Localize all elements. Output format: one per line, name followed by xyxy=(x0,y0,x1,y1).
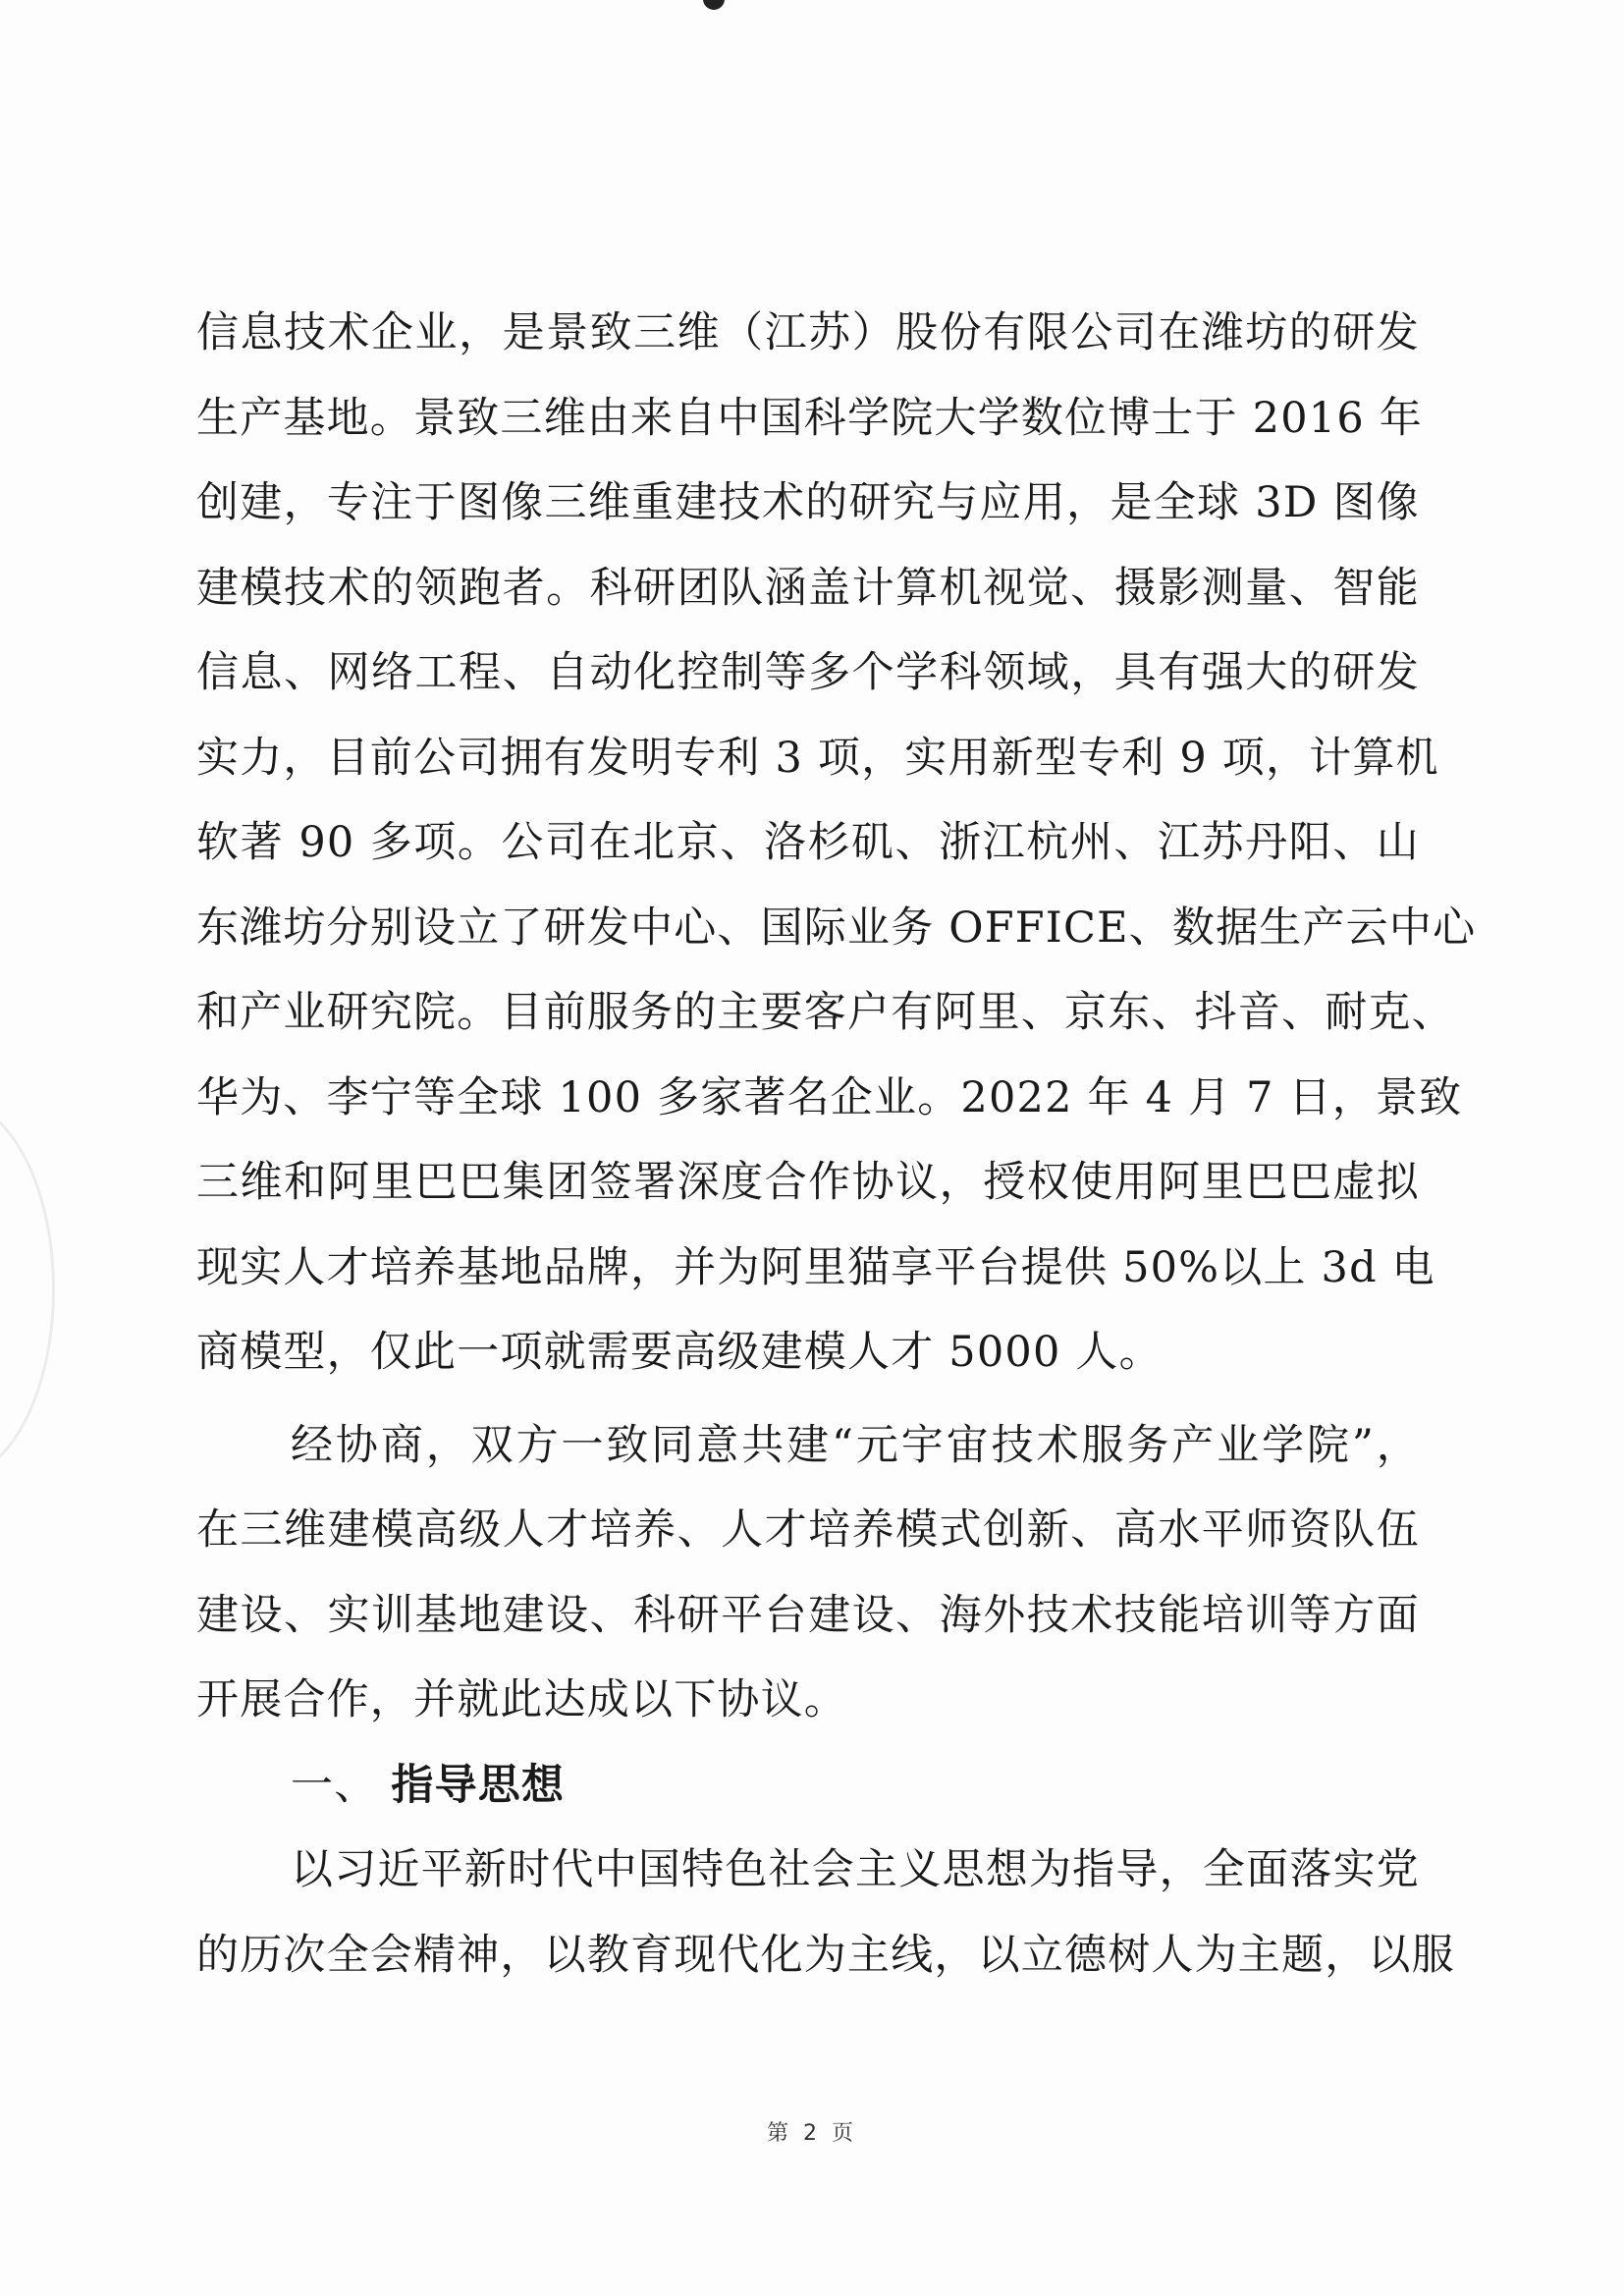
text-line: 的历次全会精神，以教育现代化为主线，以立德树人为主题，以服 xyxy=(196,1930,1455,1980)
section-heading xyxy=(196,1743,1420,1829)
text-line: 实力，目前公司拥有发明专利 3 项，实用新型专利 9 项，计算机 xyxy=(196,733,1439,783)
text-line: 东潍坊分别设立了研发中心、国际业务 OFFICE、数据生产云中心 xyxy=(196,902,1477,953)
page-number-footer: 第 2 页 xyxy=(767,2121,857,2146)
text-line: 信息、网络工程、自动化控制等多个学科领域，具有强大的研发 xyxy=(196,648,1420,697)
text-line: 开展合作，并就此达成以下协议。 xyxy=(196,1675,847,1724)
document-body xyxy=(196,291,1477,1997)
binding-hole-mark xyxy=(703,0,725,10)
text-line: 和产业研究院。目前服务的主要客户有阿里、京东、抖音、耐克、 xyxy=(196,988,1455,1037)
text-line: 信息技术企业，是景致三维（江苏）股份有限公司在潍坊的研发 xyxy=(196,308,1420,357)
text-line: 建设、实训基地建设、科研平台建设、海外技术技能培训等方面 xyxy=(196,1590,1420,1640)
text-line: 三维和阿里巴巴集团签署深度合作协议，授权使用阿里巴巴虚拟 xyxy=(196,1158,1420,1207)
text-line: 华为、李宁等全球 100 多家著名企业。2022 年 4 月 7 日，景致 xyxy=(196,1072,1463,1122)
faded-seal-stamp xyxy=(0,1100,55,1479)
text-line: 软著 90 多项。公司在北京、洛杉矶、浙江杭州、江苏丹阳、山 xyxy=(196,818,1420,867)
text-line: 以习近平新时代中国特色社会主义思想为指导，全面落实党 xyxy=(291,1845,1420,1894)
text-line: 生产基地。景致三维由来自中国科学院大学数位博士于 2016 年 xyxy=(196,393,1423,443)
text-line: 商模型，仅此一项就需要高级建模人才 5000 人。 xyxy=(196,1328,1163,1377)
paragraph-gap xyxy=(196,1395,1420,1403)
text-line: 现实人才培养基地品牌，并为阿里猫享平台提供 50%以上 3d 电 xyxy=(196,1242,1435,1292)
text-line: 创建，专注于图像三维重建技术的研究与应用，是全球 3D 图像 xyxy=(196,478,1420,527)
section-number: 一、 xyxy=(291,1760,378,1810)
section-title: 指导思想 xyxy=(391,1760,566,1810)
text-line: 建模技术的领跑者。科研团队涵盖计算机视觉、摄影测量、智能 xyxy=(196,563,1420,613)
text-line: 在三维建模高级人才培养、人才培养模式创新、高水平师资队伍 xyxy=(196,1505,1420,1555)
text-line: 经协商，双方一致同意共建“元宇宙技术服务产业学院”， xyxy=(291,1420,1420,1470)
